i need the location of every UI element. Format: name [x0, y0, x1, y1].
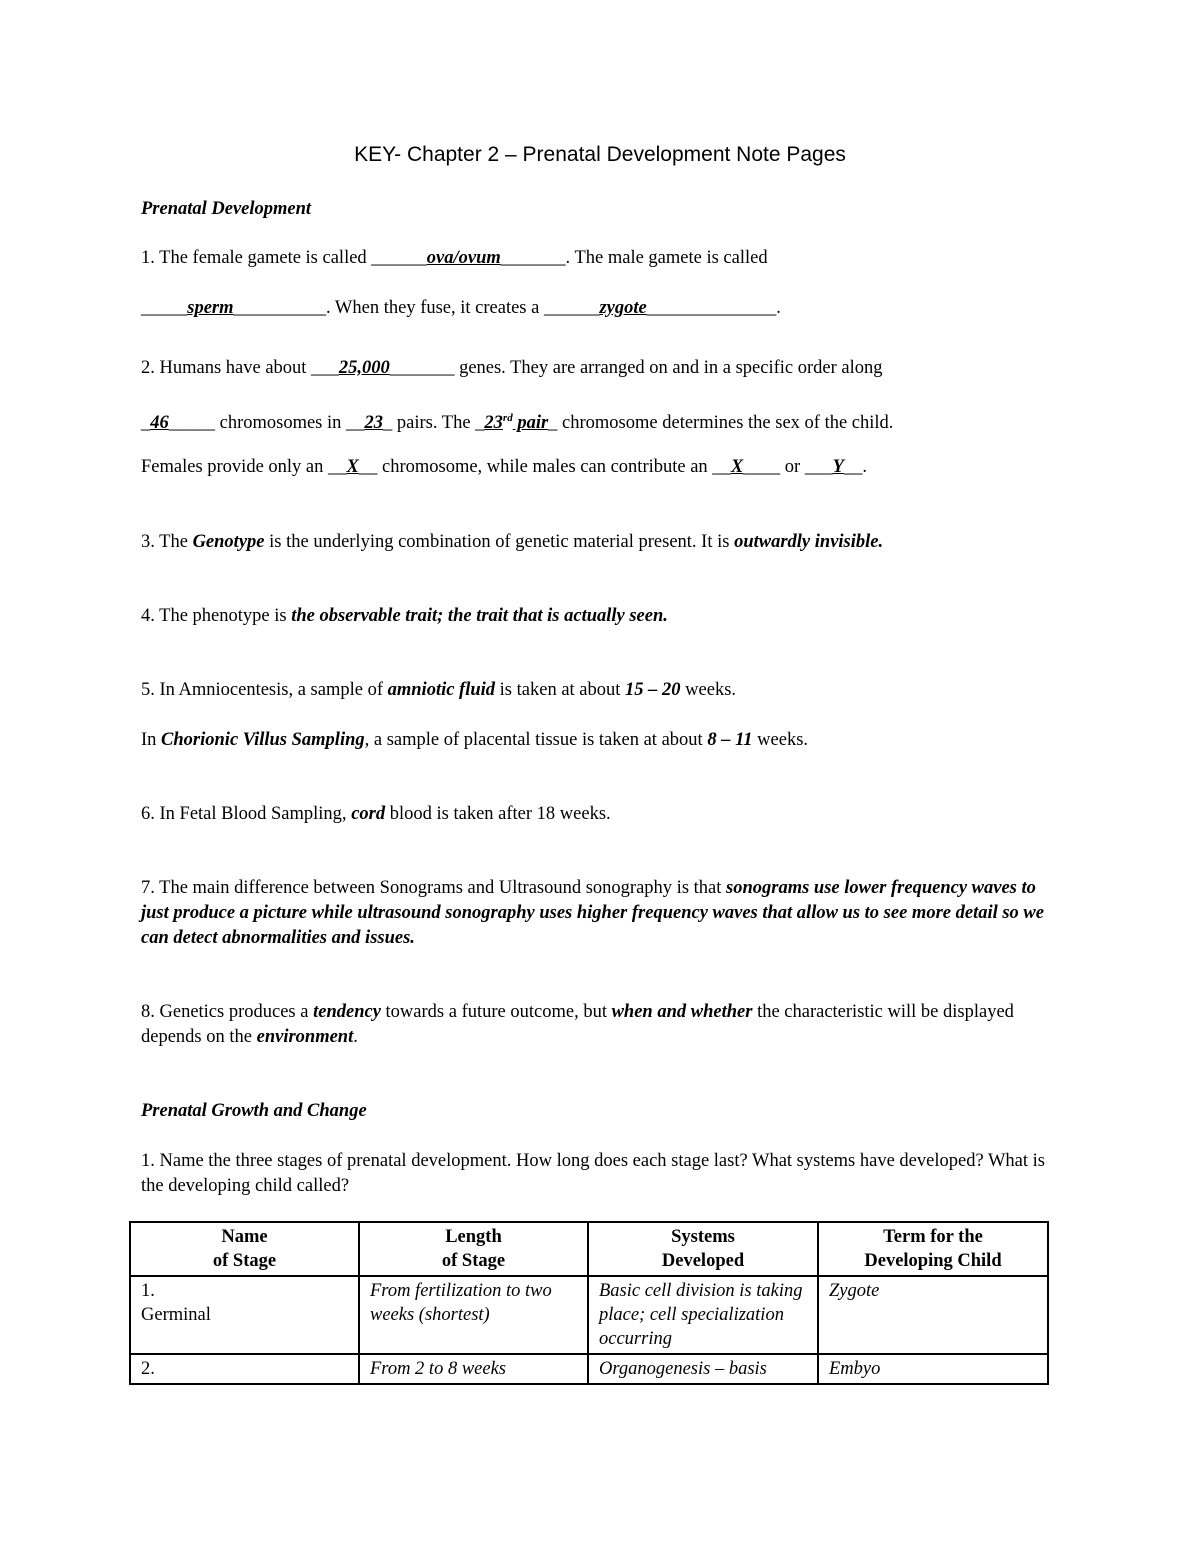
q8-text-c: the characteristic will be displayed depends on the	[141, 1002, 1014, 1047]
header-line: Length	[445, 1227, 502, 1247]
q2-answer-x-male: X	[730, 457, 744, 477]
question-6	[141, 802, 611, 826]
stage-name: Germinal	[141, 1305, 211, 1325]
cell-term: Zygote	[818, 1276, 1048, 1354]
q1-answer-zygote: zygote	[599, 298, 647, 318]
header-term-for-child	[818, 1222, 1048, 1276]
q2-text-g: Females provide only an __	[141, 457, 347, 477]
q1-answer-sperm: sperm	[187, 298, 234, 318]
question-2-line-3	[141, 455, 867, 479]
table-row	[130, 1276, 1048, 1354]
q5-answer-cvs: Chorionic Villus Sampling	[161, 730, 365, 750]
q5-answer-8-11: 8 – 11	[707, 730, 753, 750]
cell-stage-name	[130, 1354, 359, 1384]
q2-text-f: _ chromosome determines the sex of the child.	[548, 413, 894, 434]
question-5-line-2	[141, 728, 808, 752]
page-title: KEY- Chapter 2 – Prenatal Development Note Pages	[354, 143, 846, 166]
q2-answer-genes: 25,000	[338, 358, 390, 378]
question-3	[141, 530, 883, 554]
q3-text-a: 3. The	[141, 532, 193, 552]
cell-stage-length: From 2 to 8 weeks	[359, 1354, 588, 1384]
header-line: Developing Child	[864, 1251, 1002, 1271]
q1-text-a: 1. The female gamete is called ______	[141, 248, 427, 268]
q2-text-j: __.	[843, 457, 868, 477]
q2-text-a: 2. Humans have about ___	[141, 358, 339, 378]
q1-answer-ova: ova/ovum	[426, 248, 501, 268]
q4-text-a: 4. The phenotype is	[141, 606, 292, 626]
question-1-line-1	[141, 246, 768, 270]
q6-answer-cord: cord	[351, 804, 386, 824]
table-row	[130, 1354, 1048, 1384]
q6-text-b: blood is taken after 18 weeks.	[385, 804, 611, 824]
header-line: of Stage	[441, 1251, 506, 1271]
q3-text-b: is the underlying combination of genetic material present. It is	[264, 532, 735, 552]
q2-answer-x-female: X	[346, 457, 359, 477]
q5-answer-amniotic-fluid: amniotic fluid	[387, 680, 496, 700]
q1-text-e: ______________.	[646, 298, 781, 318]
q2-answer-rd-superscript: rd	[502, 412, 513, 424]
q1-text-b: _______. The male gamete is called	[500, 248, 768, 268]
q2-text-d: _____ chromosomes in __	[168, 413, 365, 434]
question-1-line-2	[141, 296, 781, 320]
q3-answer-genotype: Genotype	[192, 532, 265, 552]
cell-systems: Organogenesis – basis	[588, 1354, 818, 1384]
q8-answer-environment: environment	[256, 1027, 354, 1047]
q5-text-c: weeks.	[680, 680, 737, 700]
question-2-line-1	[141, 356, 883, 380]
q2-text-e: _ pairs. The _	[383, 413, 485, 434]
header-line: Term for the	[883, 1227, 983, 1247]
q5-text-a: 5. In Amniocentesis, a sample of	[141, 680, 388, 700]
q2-text-b: _______ genes. They are arranged on and in a specific order along	[389, 358, 883, 378]
q6-text-a: 6. In Fetal Blood Sampling,	[141, 804, 352, 824]
table-header-row	[130, 1222, 1048, 1276]
q5-text-b: is taken at about	[495, 680, 626, 700]
q8-text-b: towards a future outcome, but	[380, 1002, 612, 1022]
q1-text-c: _____	[141, 298, 188, 318]
section-heading-growth-change: Prenatal Growth and Change	[141, 1101, 367, 1121]
cell-term: Embyo	[818, 1354, 1048, 1384]
header-line: Developed	[661, 1251, 745, 1271]
stages-table	[129, 1221, 1049, 1385]
q8-text-d: .	[353, 1027, 358, 1047]
q7-text-a: 7. The main difference between Sonograms and Ultrasound sonography is that	[141, 878, 727, 898]
header-length-of-stage	[359, 1222, 588, 1276]
section-2-question-1: 1. Name the three stages of prenatal development. How long does each stage last? What systems have developed? What is the developing child called?	[141, 1151, 1045, 1196]
q2-answer-23rd: 23	[484, 413, 503, 434]
q2-text-h: __ chromosome, while males can contribute an __	[358, 457, 731, 477]
stage-number: 1.	[141, 1281, 155, 1301]
section-heading-prenatal-development: Prenatal Development	[141, 199, 312, 219]
header-line: Name	[221, 1227, 268, 1247]
question-2-line-2	[141, 406, 893, 435]
stage-number: 2.	[141, 1359, 155, 1379]
header-line: of Stage	[212, 1251, 277, 1271]
q2-answer-pair: pair	[512, 413, 549, 434]
header-line: Systems	[671, 1227, 735, 1247]
question-7	[141, 876, 1061, 951]
q8-text-a: 8. Genetics produces a	[141, 1002, 314, 1022]
q8-answer-when-whether: when and whether	[611, 1002, 753, 1022]
question-4	[141, 604, 668, 628]
cell-stage-name	[130, 1276, 359, 1354]
cell-systems: Basic cell division is taking place; cell specialization occurring	[588, 1276, 818, 1354]
q7-answer: sonograms use lower frequency waves to just produce a picture while ultrasound sonography uses higher frequency waves that allow us to see more detail so we can detect abnormalities and issues.	[141, 878, 1044, 948]
q2-answer-y-male: Y	[832, 457, 844, 477]
header-name-of-stage	[130, 1222, 359, 1276]
q2-answer-23: 23	[364, 413, 384, 434]
q5-text-f: weeks.	[752, 730, 809, 750]
question-5-line-1	[141, 678, 736, 702]
q1-text-d: __________. When they fuse, it creates a ______	[233, 298, 600, 318]
q8-answer-tendency: tendency	[313, 1002, 381, 1022]
q5-answer-15-20: 15 – 20	[625, 680, 681, 700]
q2-answer-46: 46	[150, 413, 169, 434]
q2-text-c: _	[141, 413, 151, 434]
header-systems-developed	[588, 1222, 818, 1276]
cell-stage-length: From fertilization to two weeks (shortest)	[359, 1276, 588, 1354]
q5-text-e: , a sample of placental tissue is taken at about	[364, 730, 708, 750]
q4-answer-phenotype: the observable trait; the trait that is actually seen.	[291, 606, 668, 626]
q5-text-d: In	[141, 730, 162, 750]
q3-answer-invisible: outwardly invisible.	[734, 532, 884, 552]
question-8	[141, 1000, 1061, 1050]
q2-text-i: ____ or ___	[743, 457, 833, 477]
